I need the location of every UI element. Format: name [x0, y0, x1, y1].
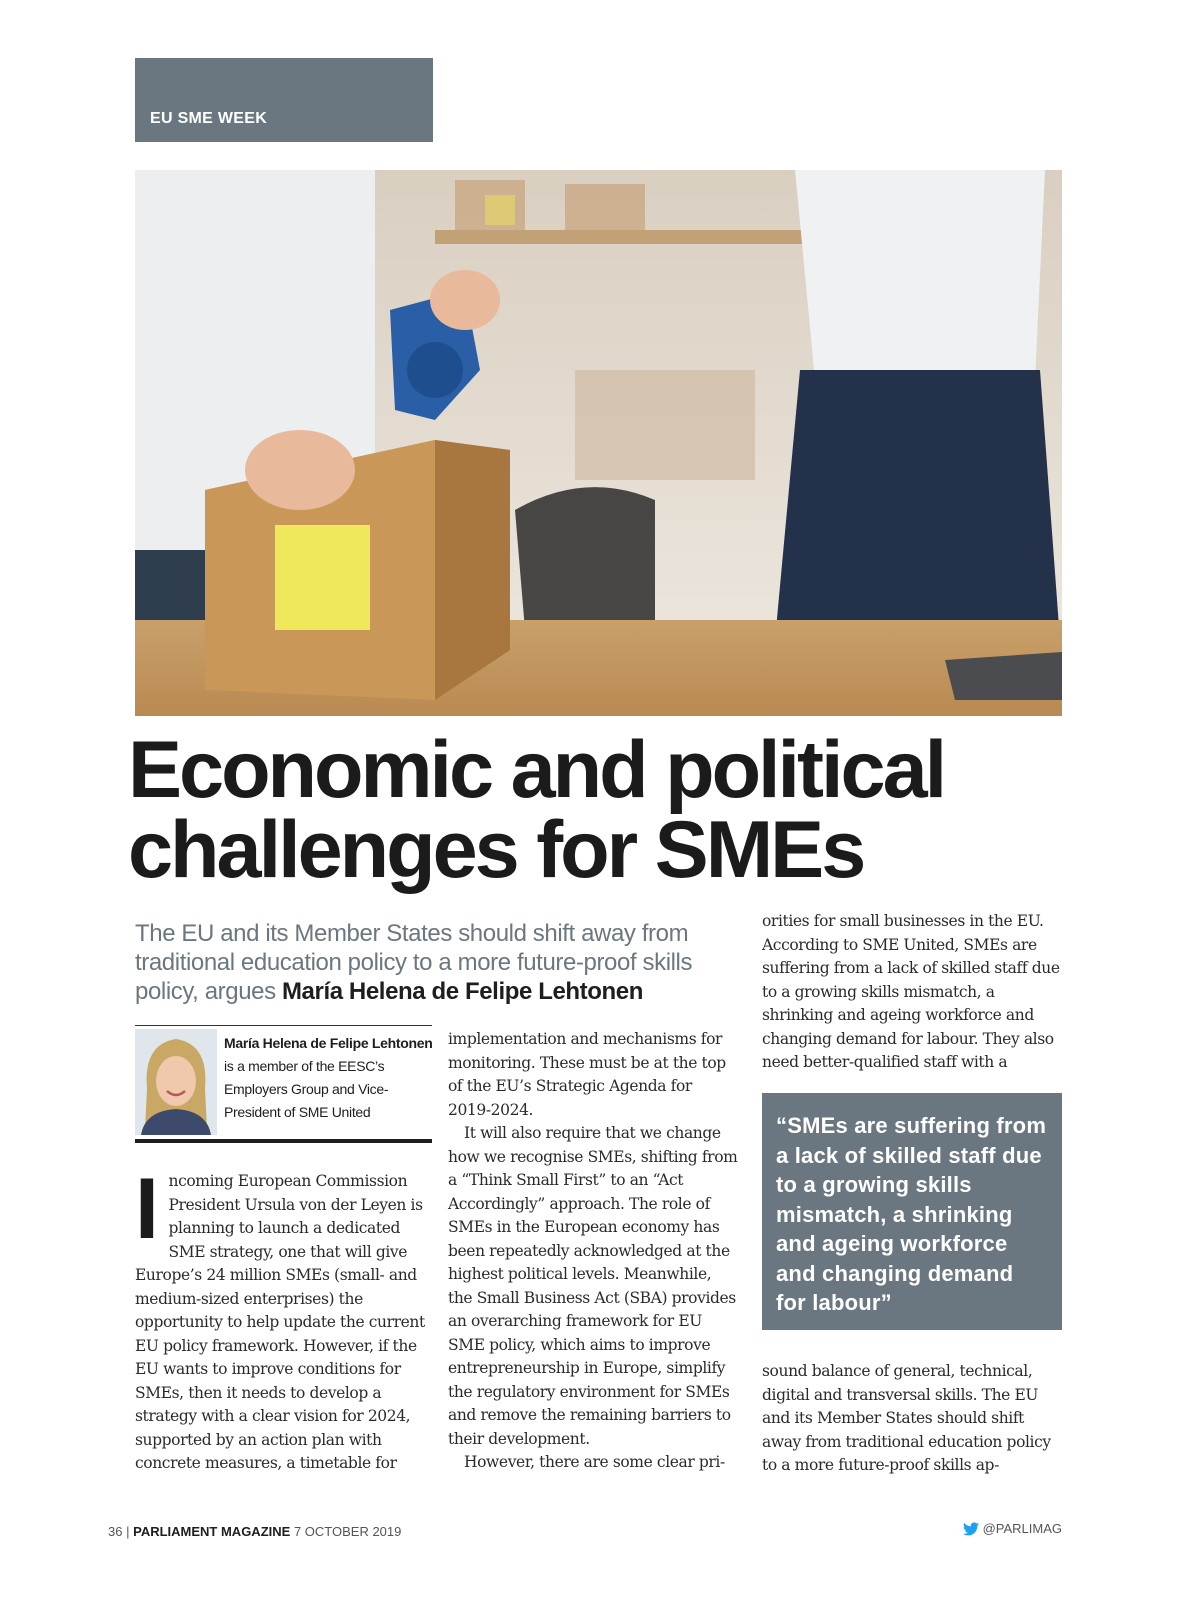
author-bio-text: is a member of the EESC’s Employers Group and Vice-President of SME United: [224, 1058, 389, 1120]
social-handle[interactable]: [963, 1521, 1062, 1536]
section-tag-label: EU SME WEEK: [150, 110, 268, 127]
headline-line-2: challenges for SMEs: [128, 805, 864, 895]
author-box: [135, 1025, 432, 1143]
col1-text: ncoming European Commission President Ursula von der Leyen is planning to launch a dedicated SME strategy, one that will give Europe’s 24 million SMEs (small- and medium-sized enterprises) the opportunity to help update the current EU policy framework. However, if the EU wants to improve conditions for SMEs, then it needs to develop a strategy with a clear vision for 2024, supported by an action plan with concrete measures, a timetable for: [135, 1172, 425, 1472]
pull-quote: “SMEs are suffering from a lack of skilled staff due to a growing skills mismatch, a shrinking and ageing workforce and changing demand for labour”: [762, 1093, 1062, 1330]
section-tag: [135, 58, 433, 142]
column-1: [135, 1161, 433, 1476]
col2-paragraph-3: However, there are some clear pri-: [464, 1453, 725, 1471]
standfirst: [135, 919, 735, 1006]
col3-bottom-paragraph: sound balance of general, technical, digital and transversal skills. The EU and its Member States should shift away from traditional education policy to a more future-proof skills ap-: [762, 1362, 1051, 1474]
standfirst-author: María Helena de Felipe Lehtonen: [281, 978, 643, 1005]
col2-paragraph-2: It will also require that we change how we recognise SMEs, shifting from a “Think Small First” to an “Act Accordingly” approach. The role of SMEs in the European economy has been repeatedly acknowledged at the highest political levels. Meanwhile, the Small Business Act (SBA) provides an overarching framework for EU SME policy, which aims to improve entrepreneurship in Europe, simplify the regulatory environment for SMEs and remove the remaining barriers to their development.: [448, 1124, 738, 1448]
headline-line-1: Economic and political: [128, 725, 945, 815]
twitter-handle[interactable]: @PARLIMAG: [982, 1521, 1062, 1536]
col1-paragraph: [135, 1161, 433, 1476]
col2-paragraph-1: implementation and mechanisms for monitoring. These must be at the top of the EU’s Strategic Agenda for 2019-2024.: [448, 1030, 726, 1119]
footer-separator: |: [126, 1524, 130, 1539]
twitter-bird-icon: [963, 1522, 979, 1536]
column-3-top: [762, 910, 1062, 1075]
packing-box-photo-icon: [135, 170, 1062, 716]
issue-date: 7 OCTOBER 2019: [293, 1524, 402, 1539]
col3-top-paragraph: orities for small businesses in the EU. According to SME United, SMEs are suffering from a lack of skilled staff due to a growing skills mismatch, a shrinking and ageing workforce and changing demand for labour. They also need better-qualified staff with a: [762, 912, 1060, 1071]
author-photo: [135, 1029, 217, 1135]
magazine-name: PARLIAMENT MAGAZINE: [133, 1524, 291, 1539]
standfirst-text: The EU and its Member States should shift away from traditional education policy to a more future-proof skills policy, argues: [135, 920, 693, 1005]
author-name: María Helena de Felipe Lehtonen: [224, 1035, 433, 1051]
drop-cap: I: [135, 1161, 159, 1257]
page-footer: [108, 1524, 401, 1539]
hero-photo: [135, 170, 1062, 716]
author-bio: [224, 1032, 434, 1124]
column-3-bottom: [762, 1360, 1062, 1478]
author-portrait-icon: [135, 1029, 217, 1135]
page-number: 36: [108, 1524, 123, 1539]
column-2: [448, 1028, 738, 1475]
article-headline: [128, 725, 1088, 895]
